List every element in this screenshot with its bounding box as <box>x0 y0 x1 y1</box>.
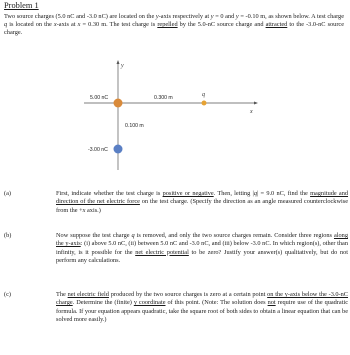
text-seg: : (i) above 5.0 nC, (ii) between 5.0 nC and -3.0 nC, and (iii) below -3.0 nC. In which region(s), other than infinity, is it possible for the <box>56 240 348 256</box>
y-axis-arrow <box>117 60 120 64</box>
charge-diagram <box>80 58 260 173</box>
text-seg: produced by the two source charges is zero at a certain point <box>108 291 268 298</box>
intro-text: -axis at <box>56 21 78 29</box>
text-underlined: net electric potential <box>135 248 189 256</box>
text-underlined: on the y-axis below the -3.0-nC charge <box>56 291 349 307</box>
text-underlined: y coordinate <box>133 299 166 307</box>
text-seg: require use of the quadratic formula. If your equation appears quadratic, take the square root of both sides to obtain a linear equation that can be solved more easily.) <box>56 299 349 324</box>
text-var: q <box>131 232 135 239</box>
text-seg: to be zero? Justify your answer(s) qualitatively, but do not perform any calculations. <box>56 248 348 265</box>
intro-text: to the -3.0-nC source charge. <box>4 21 344 37</box>
intro-var: q <box>4 21 8 29</box>
intro-underlined: attracted <box>265 21 288 29</box>
text-underlined: positive or negative <box>162 190 214 197</box>
x-axis-arrow <box>254 102 258 105</box>
text-var: x <box>82 206 86 214</box>
part-text <box>56 291 348 325</box>
text-seg: on the test charge. (Specify the direction as an angle measured counterclockwise from the + <box>56 198 348 214</box>
text-seg: axis.) <box>85 206 101 214</box>
text-seg: | = 9.0 nC, find the <box>256 190 311 197</box>
intro-text: -axis respectively at <box>158 13 211 20</box>
intro-var: y <box>210 13 214 20</box>
distance-x-label: 0.300 m <box>154 95 173 101</box>
test-charge-icon <box>202 101 207 106</box>
positive-charge-icon <box>114 99 123 108</box>
text-seg: Now suppose the test charge <box>56 232 132 239</box>
intro-var: x <box>77 21 81 29</box>
part-text <box>56 190 348 215</box>
intro-text: is located on the <box>7 21 54 29</box>
problem-intro <box>4 13 344 38</box>
intro-var: x <box>53 21 57 29</box>
text-seg: The <box>56 291 68 298</box>
test-charge-label: q <box>202 92 205 98</box>
intro-text: by the 5.0-nC source charge and <box>177 21 266 29</box>
part-text <box>56 232 348 266</box>
intro-var: y <box>235 13 239 20</box>
text-underlined: not <box>267 299 276 307</box>
intro-var: y <box>155 13 159 20</box>
part-label: (c) <box>4 291 11 298</box>
text-underlined: along the y-axis <box>56 232 348 248</box>
charge1-label: 5.00 nC <box>90 95 109 101</box>
text-seg: . Determine the (finite) <box>72 299 134 307</box>
intro-text: Two source charges (5.0 nC and -3.0 nC) are located on the <box>4 13 156 20</box>
text-seg: of this point. (Note: The solution does <box>165 299 268 307</box>
text-seg: . Then, letting | <box>213 190 254 197</box>
page-title: Problem 1 <box>4 1 39 10</box>
y-axis-label: y <box>121 63 124 69</box>
part-label: (a) <box>4 190 11 197</box>
intro-underlined: repelled <box>157 21 178 29</box>
text-seg: First, indicate whether the test charge is <box>56 190 163 197</box>
part-label: (b) <box>4 232 12 239</box>
text-underlined: magnitude and direction of the net electric force <box>56 190 349 206</box>
text-underlined: net electric field <box>67 291 109 298</box>
intro-text: = 0 and <box>213 13 236 20</box>
text-var: q <box>253 190 257 197</box>
charge2-label: -3.00 nC <box>88 147 108 153</box>
intro-text: = -0.10 m, as shown below. A test charge <box>238 13 344 20</box>
text-seg: is removed, and only the two source charges remain. Consider three regions <box>134 232 334 239</box>
distance-y-label: 0.100 m <box>125 123 144 129</box>
intro-text: = 0.30 m. The test charge is <box>80 21 158 29</box>
x-axis-label: x <box>250 109 253 115</box>
negative-charge-icon <box>114 145 123 154</box>
